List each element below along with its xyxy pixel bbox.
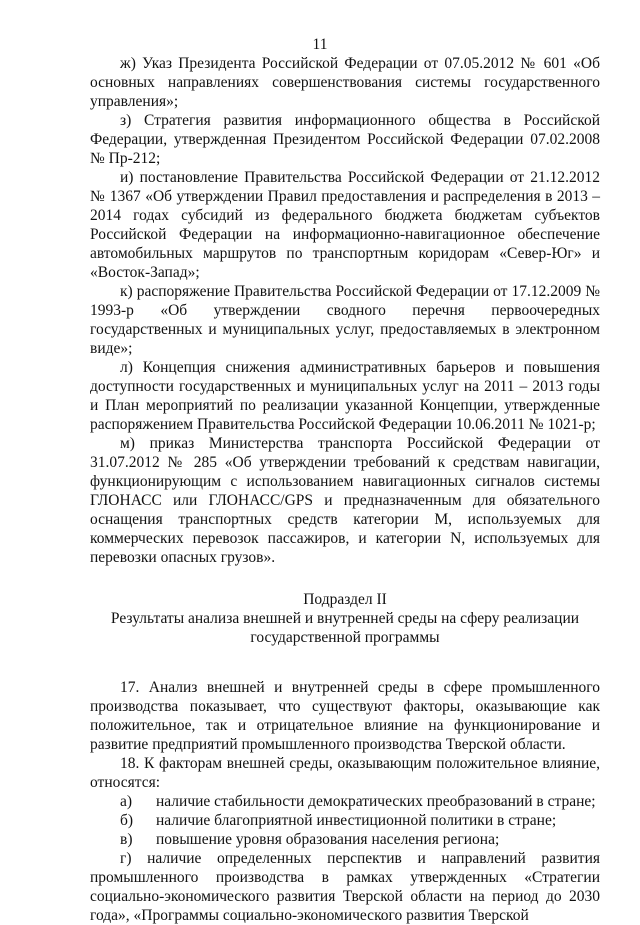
page-number: 11 [312, 36, 328, 53]
subsection-title-line2: государственной программы [250, 629, 440, 646]
item-z: з) Стратегия развития информационного общества в Российской Федерации, утвержденная Президентом Российской Федерации 07.02.2008 № Пр-212; [90, 112, 600, 167]
item-g: г) наличие определенных перспектив и направлений развития промышленного производства в рамках утвержденных «Стратегии социально-экономического развития Тверской области на период до 2030 года», «Программы социально-экономического развития Тверской [90, 850, 600, 924]
document-body [90, 54, 600, 925]
item-i: и) постановление Правительства Российской Федерации от 21.12.2012 № 1367 «Об утверждении Правил предоставления и распределения в 2013 – 2014 годах субсидий из федерального бюджета бюджетам субъектов Российской Федерации на информационно-навигационное обеспечение автомобильных маршрутов по транспортным коридорам «Север-Юг» и «Восток-Запад»; [90, 169, 600, 281]
list-marker: а) [120, 793, 133, 810]
list-text: повышение уровня образования населения региона; [156, 831, 500, 848]
paragraph-17: 17. Анализ внешней и внутренней среды в сфере промышленного производства показывает, что существуют факторы, оказывающие как положительное, так и отрицательное влияние на функционирование и развитие предприятий промышленного производства Тверской области. [90, 679, 600, 753]
subsection-label: Подраздел II [303, 591, 387, 608]
subsection-title-line1: Результаты анализа внешней и внутренней среды на сферу реализации [110, 610, 580, 627]
item-k: к) распоряжение Правительства Российской Федерации от 17.12.2009 № 1993-р «Об утверждении сводного перечня первоочередных государственных и муниципальных услуг, предоставляемых в электронном виде»; [90, 283, 600, 357]
list-item [90, 811, 600, 830]
list-marker: в) [120, 831, 133, 848]
item-m: м) приказ Министерства транспорта Российской Федерации от 31.07.2012 № 285 «Об утверждении требований к средствам навигации, функционирующим с использованием навигационных сигналов системы ГЛОНАСС или ГЛОНАСС/GPS и предназначенным для обязательного оснащения транспортных средств категории M, используемых для коммерческих перевозок пассажиров, и категории N, используемых для перевозки опасных грузов». [90, 435, 600, 566]
list-item [90, 792, 600, 811]
list-item [90, 830, 600, 849]
list-marker: б) [120, 812, 134, 829]
item-zh: ж) Указ Президента Российской Федерации от 07.05.2012 № 601 «Об основных направлениях совершенствования системы государственного управления»; [90, 55, 600, 110]
list-text: наличие благоприятной инвестиционной политики в стране; [156, 812, 557, 829]
item-l: л) Концепция снижения административных барьеров и повышения доступности государственных и муниципальных услуг на 2011 – 2013 годы и План мероприятий по реализации указанной Концепции, утвержденные распоряжением Правительства Российской Федерации 10.06.2011 № 1021-р; [90, 359, 600, 433]
paragraph-18: 18. К факторам внешней среды, оказывающим положительное влияние, относятся: [90, 755, 600, 791]
list-text: наличие стабильности демократических преобразований в стране; [156, 793, 596, 810]
